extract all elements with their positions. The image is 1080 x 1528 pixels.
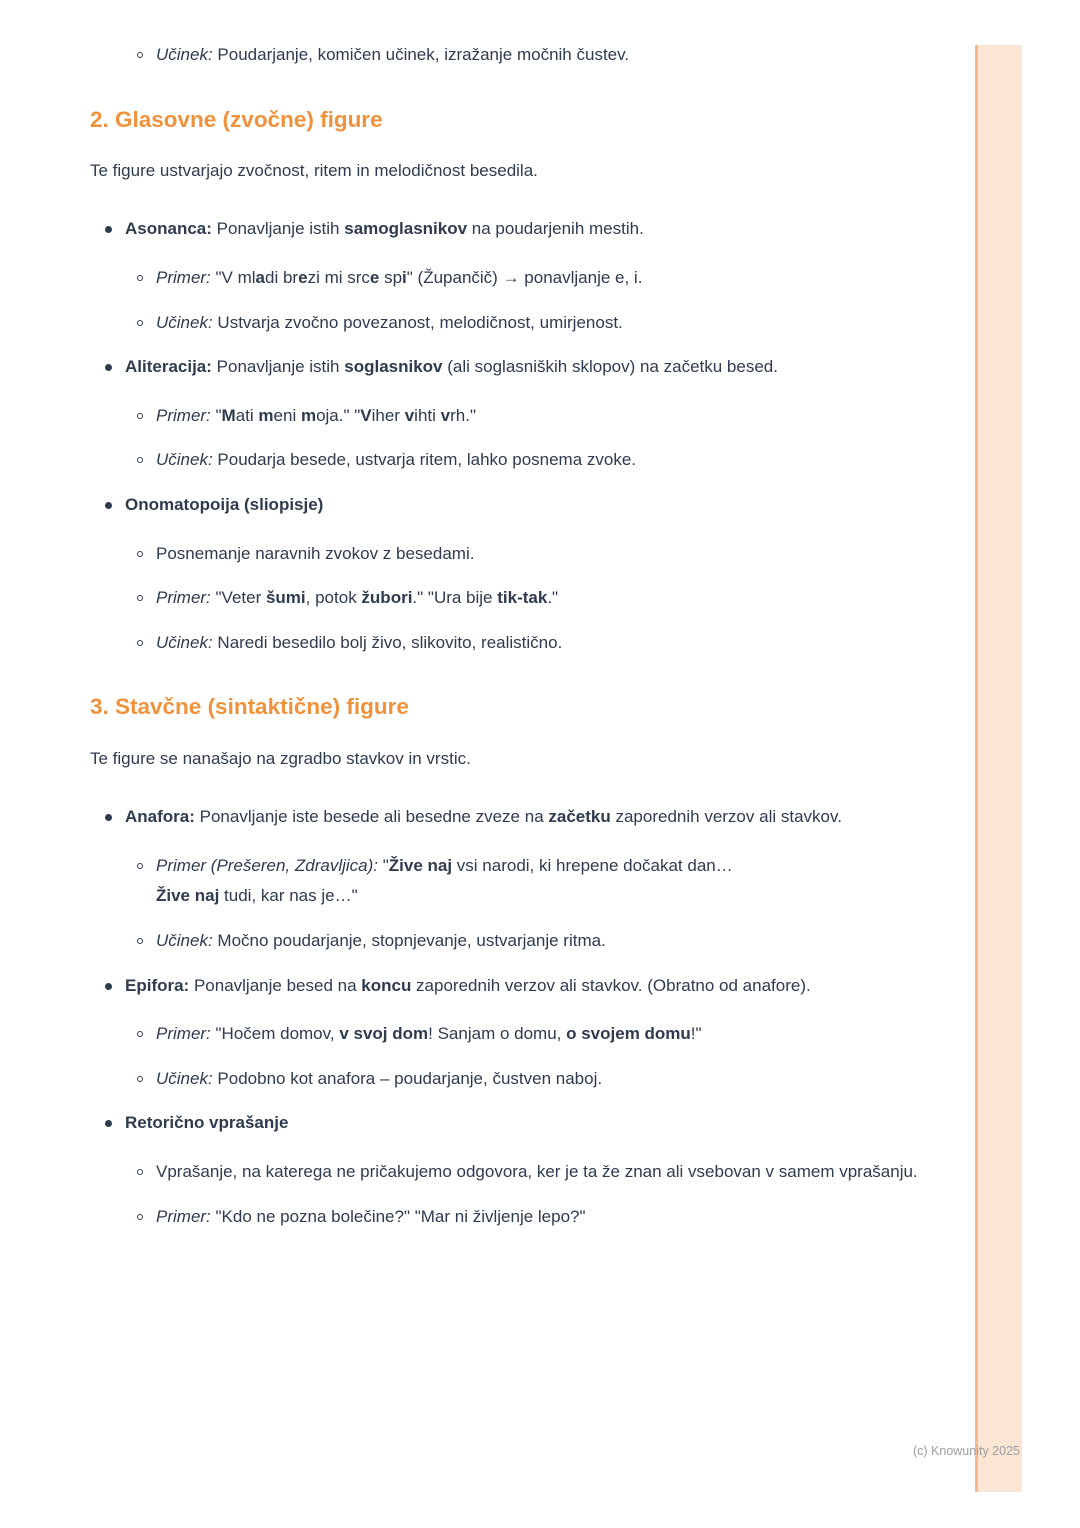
list-item	[90, 490, 935, 521]
sub-list-item	[90, 308, 935, 339]
bullet-dot-icon	[105, 983, 112, 990]
sub-list-item	[90, 40, 935, 71]
list-item-text: Asonanca: Ponavljanje istih samoglasnikov na poudarjenih mestih.	[125, 219, 644, 239]
bullet-circle-icon	[137, 52, 143, 58]
list-item-text: Učinek: Podobno kot anafora – poudarjanje, čustven naboj.	[156, 1068, 603, 1088]
sub-list-item	[90, 1202, 935, 1233]
bullet-dot-icon	[105, 814, 112, 821]
list-item-text: Učinek: Poudarja besede, ustvarja ritem, lahko posnema zvoke.	[156, 450, 637, 470]
decorative-side-stripe	[975, 45, 1022, 1492]
list-item-text: Učinek: Poudarjanje, komičen učinek, izražanje močnih čustev.	[156, 45, 630, 64]
section-intro: Te figure se nanašajo na zgradbo stavkov in vrstic.	[90, 748, 471, 768]
bullet-circle-icon	[137, 413, 143, 419]
list-item-text: Primer: "Hočem domov, v svoj dom! Sanjam o domu, o svojem domu!"	[156, 1024, 702, 1044]
bullet-dot-icon	[105, 502, 112, 509]
list-item-text: Epifora: Ponavljanje besed na koncu zaporednih verzov ali stavkov. (Obratno od anafore).	[125, 975, 811, 995]
list-item-text: Aliteracija: Ponavljanje istih soglasnikov (ali soglasniških sklopov) na začetku besed.	[125, 357, 778, 377]
bullet-dot-icon	[105, 226, 112, 233]
list-item	[90, 971, 935, 1002]
list-item-text: Učinek: Močno poudarjanje, stopnjevanje, ustvarjanje ritma.	[156, 931, 606, 950]
document-content	[90, 40, 935, 1246]
list-item-text: Anafora: Ponavljanje iste besede ali besedne zveze na začetku zaporednih verzov ali stavkov.	[125, 807, 842, 827]
bullet-dot-icon	[105, 1120, 112, 1127]
bullet-circle-icon	[137, 551, 143, 557]
sub-list-item	[90, 926, 935, 957]
bullet-circle-icon	[137, 1076, 143, 1082]
sub-list-item	[90, 583, 935, 614]
bullet-circle-icon	[137, 938, 143, 944]
list-item-text: Primer (Prešeren, Zdravljica): "Žive naj vsi narodi, ki hrepene dočakat dan… Žive naj tudi, kar nas je…"	[156, 855, 733, 906]
bullet-circle-icon	[137, 457, 143, 463]
bullet-circle-icon	[137, 275, 143, 281]
sub-list-item	[90, 263, 935, 294]
sub-list-item	[90, 401, 935, 432]
bullet-circle-icon	[137, 595, 143, 601]
bullet-circle-icon	[137, 1169, 143, 1175]
section-heading: 2. Glasovne (zvočne) figure	[90, 106, 383, 132]
list-item	[90, 214, 935, 245]
section-heading: 3. Stavčne (sintaktične) figure	[90, 694, 409, 720]
section-intro: Te figure ustvarjajo zvočnost, ritem in melodičnost besedila.	[90, 160, 538, 180]
sub-list-item	[90, 851, 935, 912]
list-item	[90, 352, 935, 383]
list-item-text: Onomatopoija (sliopisje)	[125, 495, 324, 514]
sub-list-item	[90, 628, 935, 659]
sub-list-item	[90, 1019, 935, 1050]
list-item-text: Primer: "V mladi brezi mi srce spi" (Župančič) → ponavljanje e, i.	[156, 268, 643, 288]
list-item-text: Vprašanje, na katerega ne pričakujemo odgovora, ker je ta že znan ali vsebovan v samem vprašanju.	[156, 1161, 918, 1181]
bullet-circle-icon	[137, 863, 143, 869]
bullet-dot-icon	[105, 364, 112, 371]
sub-list-item	[90, 1064, 935, 1095]
list-item-text: Retorično vprašanje	[125, 1113, 289, 1133]
bullet-circle-icon	[137, 1031, 143, 1037]
sub-list-item	[90, 445, 935, 476]
list-item-text: Primer: "Veter šumi, potok žubori." "Ura bije tik-tak."	[156, 588, 559, 608]
list-item	[90, 802, 935, 833]
list-item-text: Učinek: Ustvarja zvočno povezanost, melodičnost, umirjenost.	[156, 312, 623, 332]
bullet-circle-icon	[137, 1214, 143, 1220]
list-item-text: Učinek: Naredi besedilo bolj živo, slikovito, realistično.	[156, 632, 563, 652]
list-item-text: Posnemanje naravnih zvokov z besedami.	[156, 543, 475, 563]
bullet-circle-icon	[137, 640, 143, 646]
copyright-watermark: (c) Knowunity 2025	[912, 1443, 1020, 1458]
list-item-text: Primer: "Kdo ne pozna bolečine?" "Mar ni življenje lepo?"	[156, 1206, 586, 1226]
sub-list-item	[90, 539, 935, 570]
sub-list-item	[90, 1157, 935, 1188]
list-item	[90, 1108, 935, 1139]
list-item-text: Primer: "Mati meni moja." "Viher vihti vrh."	[156, 405, 476, 425]
bullet-circle-icon	[137, 320, 143, 326]
